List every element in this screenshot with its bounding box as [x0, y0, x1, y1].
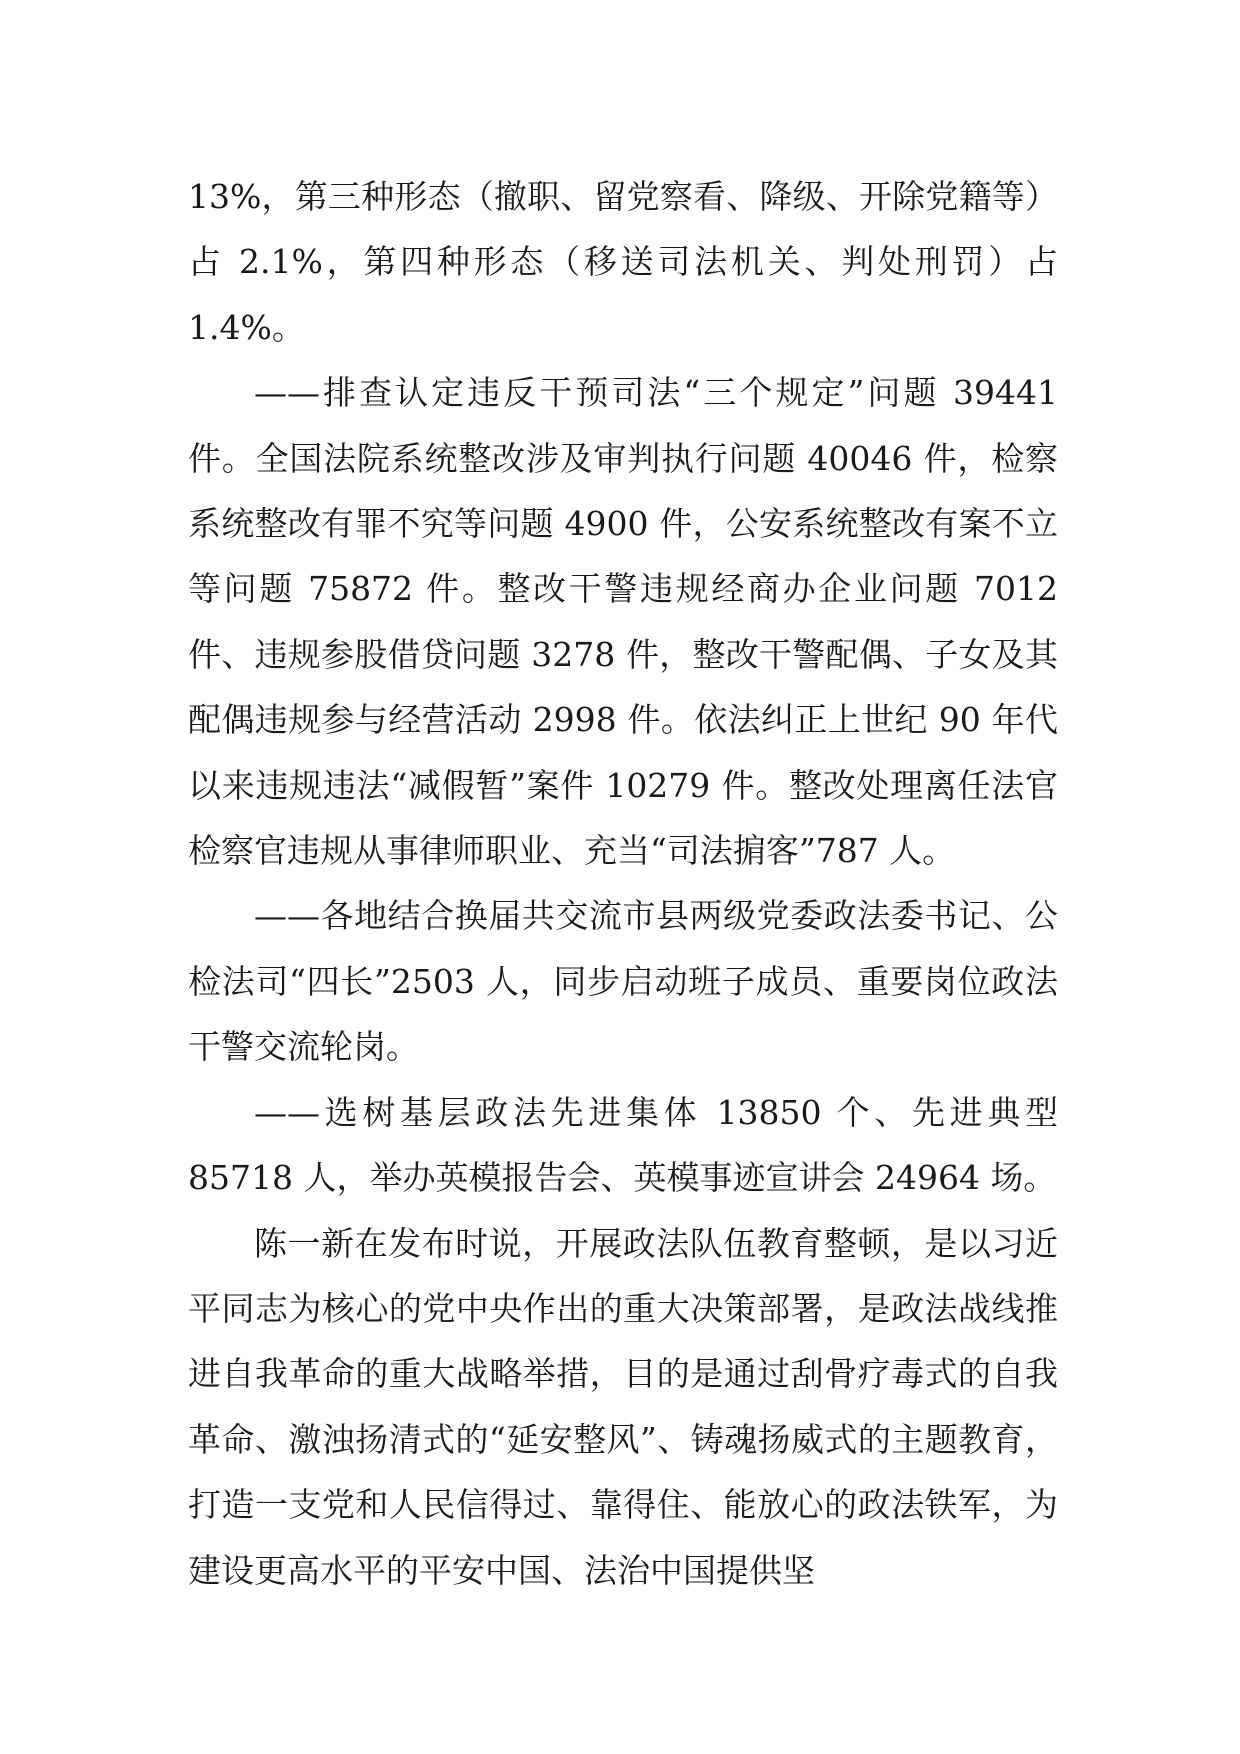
paragraph-models: ——选树基层政法先进集体 13850 个、先进典型 85718 人，举办英模报告会、英模事迹宣讲会 24964 场。 — [188, 1092, 1058, 1198]
body-text — [188, 164, 1058, 1603]
paragraph-rotation: ——各地结合换届共交流市县两级党委政法委书记、公检法司“四长”2503 人，同步启动班子成员、重要岗位政法干警交流轮岗。 — [188, 896, 1058, 1067]
paragraph-rectification-stats: ——排查认定违反干预司法“三个规定”问题 39441 件。全国法院系统整改涉及审判执行问题 40046 件，检察系统整改有罪不究等问题 4900 件，公安系统整改有案不立等问题 75872 件。整改干警违规经商办企业问题 7012 件、违规参股借贷问题 3278 件，整改干警配偶、子女及其配偶违规参与经营活动 2998 件。依法纠正上世纪 90 年代以来违规违法“减假暂”案件 10279 件。整改处理离任法官检察官违规从事律师职业、充当“司法掮客”787 人。 — [188, 373, 1058, 871]
paragraph-discipline-forms: 13%，第三种形态（撤职、留党察看、降级、开除党籍等）占 2.1%，第四种形态（移送司法机关、判处刑罚）占 1.4%。 — [188, 177, 1058, 347]
paragraph-statement: 陈一新在发布时说，开展政法队伍教育整顿，是以习近平同志为核心的党中央作出的重大决策部署，是政法战线推进自我革命的重大战略举措，目的是通过刮骨疗毒式的自我革命、激浊扬清式的“延安整风”、铸魂扬威式的主题教育，打造一支党和人民信得过、靠得住、能放心的政法铁军，为建设更高水平的平安中国、法治中国提供坚 — [188, 1223, 1058, 1590]
